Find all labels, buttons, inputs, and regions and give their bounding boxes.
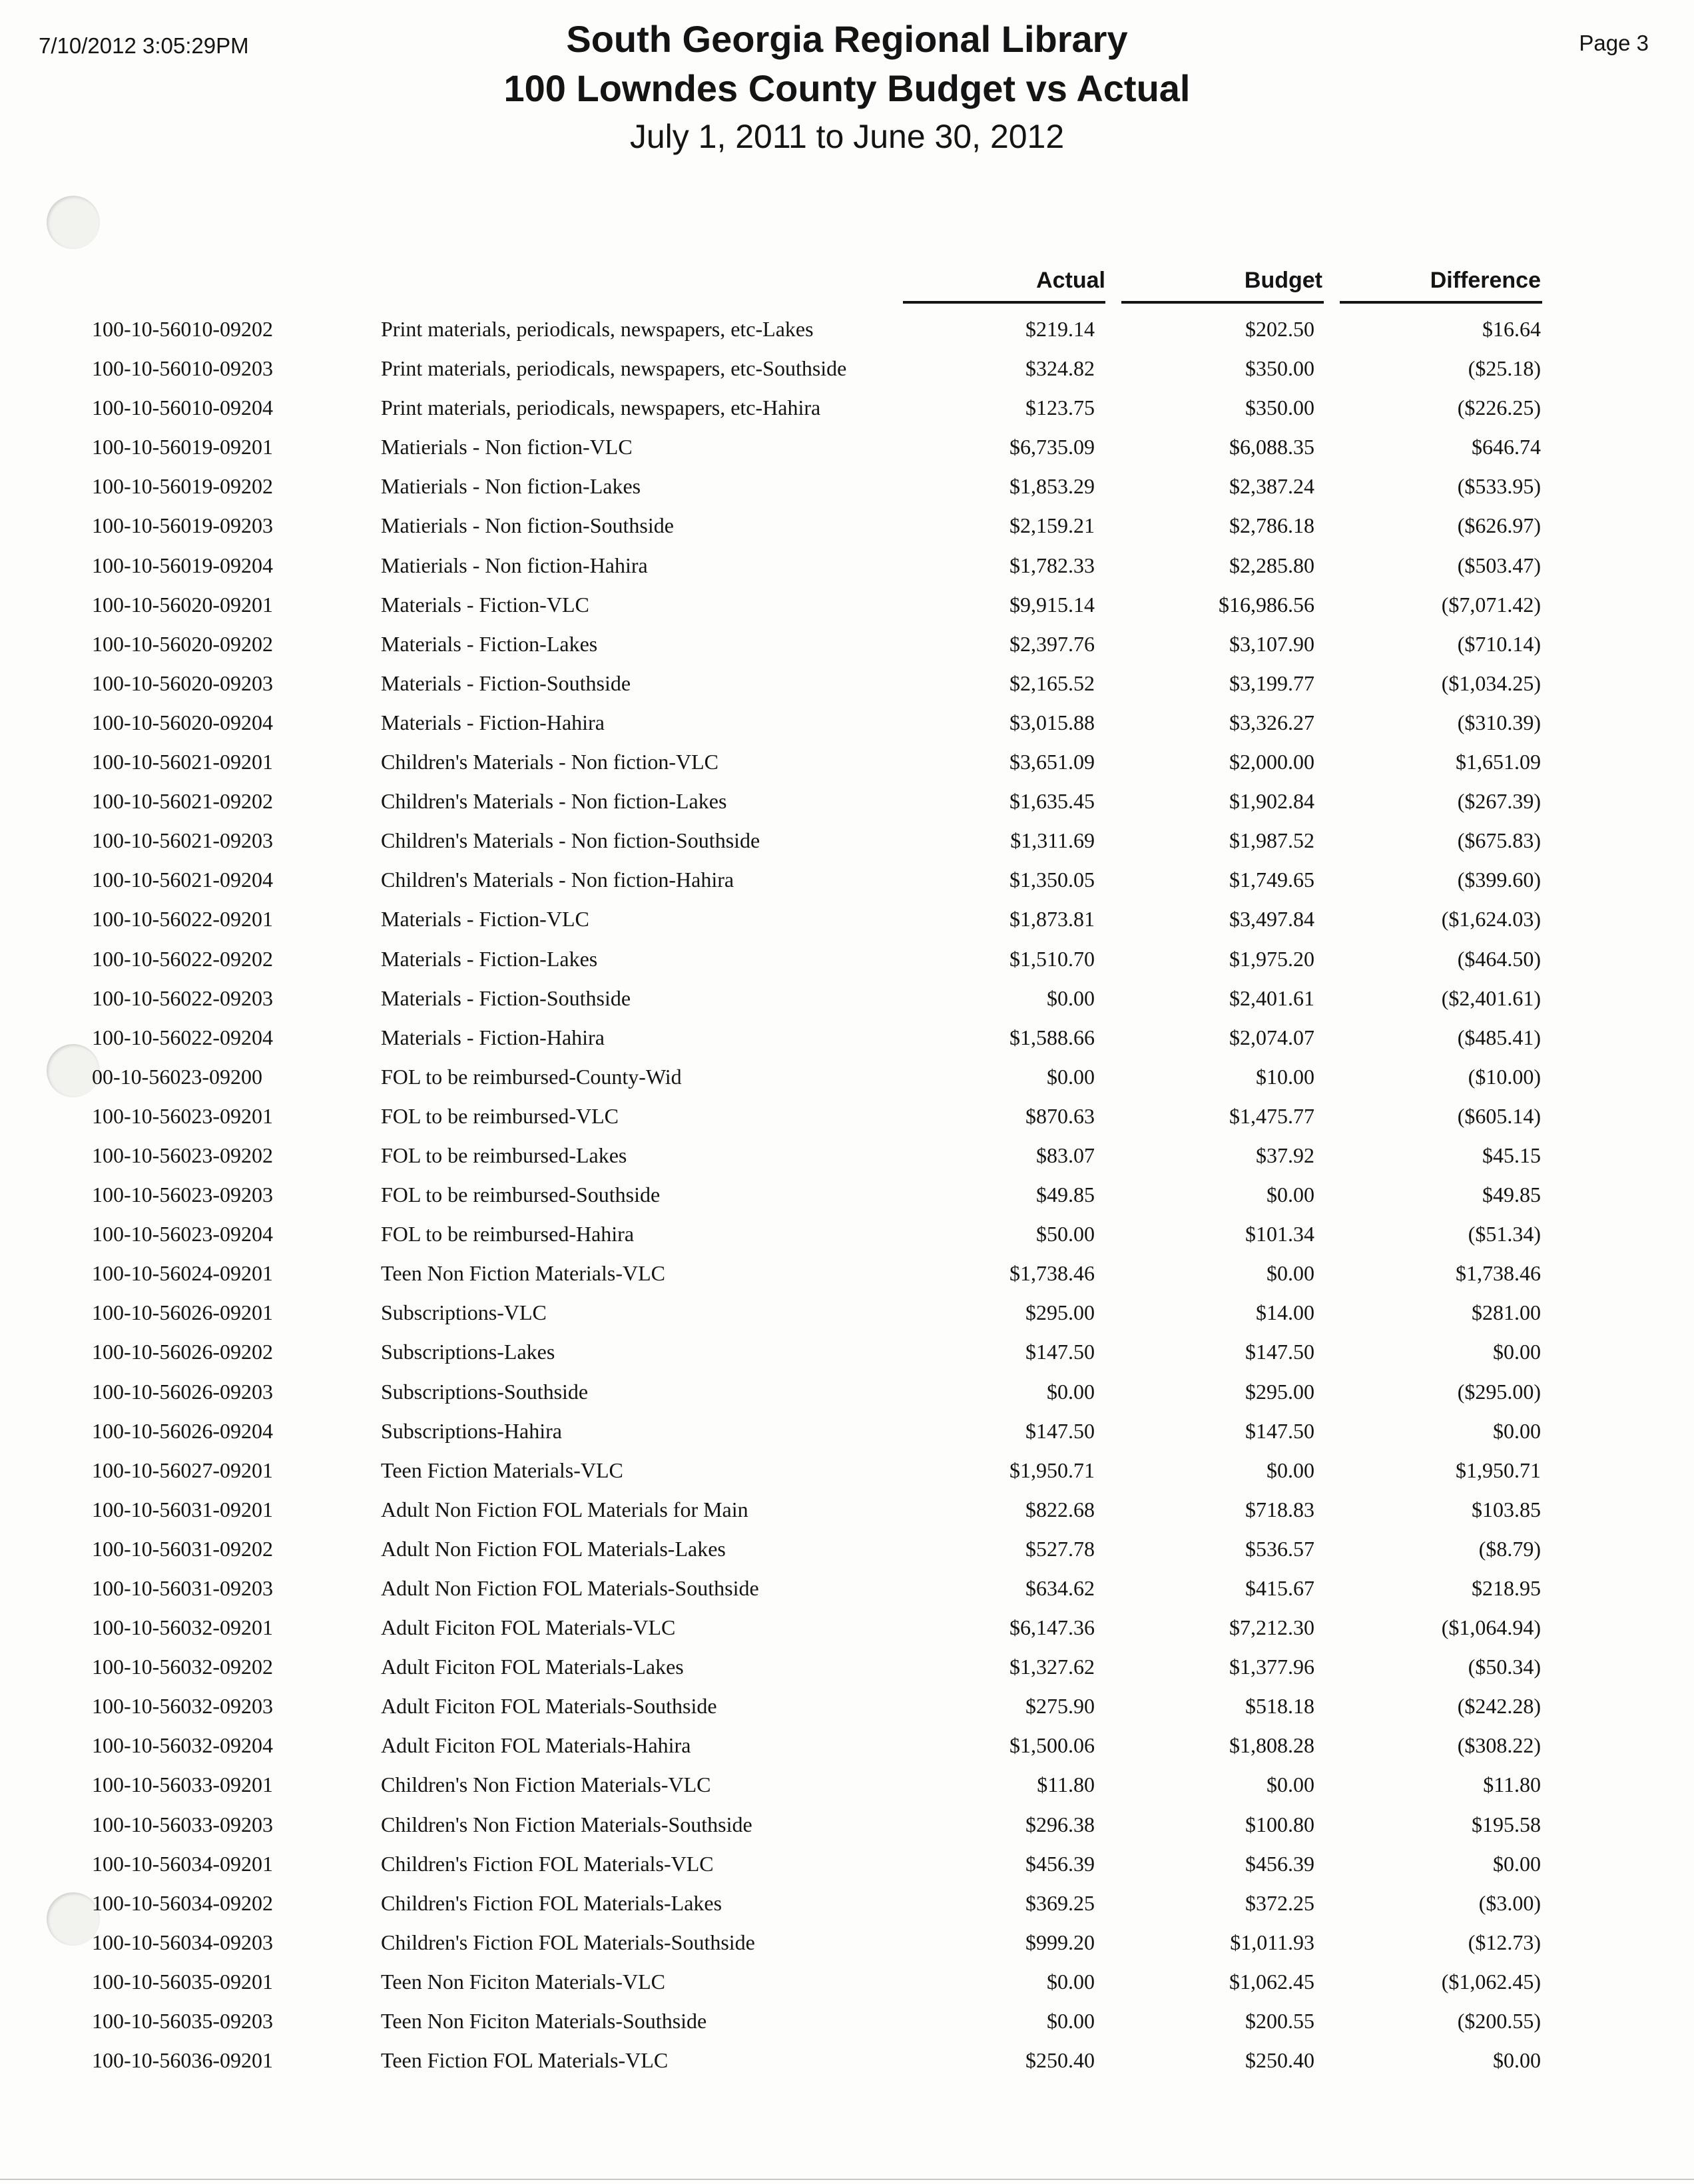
account-number: 100-10-56034-09201 <box>92 1851 273 1876</box>
difference-amount: $195.58 <box>1472 1812 1541 1836</box>
budget-amount: $2,401.61 <box>1229 985 1314 1010</box>
account-description: Subscriptions-Hahira <box>381 1418 562 1443</box>
actual-amount: $11.80 <box>1037 1773 1095 1797</box>
account-description: Adult Ficiton FOL Materials-Southside <box>381 1694 717 1719</box>
account-number: 100-10-56019-09204 <box>92 553 273 577</box>
table-row <box>0 1176 1694 1215</box>
account-number: 100-10-56034-09203 <box>92 1930 273 1954</box>
actual-amount: $456.39 <box>1025 1851 1095 1876</box>
account-number: 100-10-56022-09202 <box>92 946 273 971</box>
difference-amount: ($10.00) <box>1468 1064 1541 1089</box>
account-description: Children's Fiction FOL Materials-VLC <box>381 1851 714 1876</box>
actual-amount: $1,873.81 <box>1009 907 1095 932</box>
account-number: 100-10-56020-09202 <box>92 631 273 656</box>
difference-amount: ($1,064.94) <box>1441 1615 1541 1640</box>
budget-amount: $536.57 <box>1245 1536 1314 1561</box>
table-row <box>0 1845 1694 1884</box>
actual-amount: $1,350.05 <box>1009 868 1095 892</box>
account-description: Print materials, periodicals, newspapers, etc-Southside <box>381 356 847 381</box>
actual-amount: $2,397.76 <box>1009 631 1095 656</box>
actual-amount: $3,651.09 <box>1009 750 1095 774</box>
account-description: FOL to be reimbursed-VLC <box>381 1103 619 1128</box>
budget-amount: $456.39 <box>1245 1851 1314 1876</box>
budget-amount: $37.92 <box>1256 1143 1314 1167</box>
budget-amount: $14.00 <box>1256 1300 1314 1325</box>
account-number: 100-10-56032-09203 <box>92 1694 273 1719</box>
account-description: Matierials - Non fiction-Hahira <box>381 553 648 577</box>
report-title: 100 Lowndes County Budget vs Actual <box>503 67 1191 109</box>
account-number: 100-10-56036-09201 <box>92 2048 273 2073</box>
account-number: 100-10-56010-09204 <box>92 396 273 420</box>
difference-amount: $49.85 <box>1482 1183 1541 1207</box>
actual-amount: $2,165.52 <box>1009 671 1095 695</box>
actual-amount: $49.85 <box>1036 1183 1095 1207</box>
actual-amount: $1,950.71 <box>1009 1458 1095 1482</box>
budget-amount: $10.00 <box>1256 1064 1314 1089</box>
account-description: Adult Ficiton FOL Materials-Lakes <box>381 1655 684 1679</box>
table-row <box>0 350 1694 389</box>
report-organization: South Georgia Regional Library <box>566 18 1128 60</box>
table-row <box>0 1058 1694 1097</box>
account-number: 100-10-56023-09203 <box>92 1183 273 1207</box>
account-number: 100-10-56020-09204 <box>92 710 273 734</box>
account-number: 100-10-56021-09202 <box>92 789 273 814</box>
account-description: Print materials, periodicals, newspapers, etc-Hahira <box>381 396 821 420</box>
difference-amount: $281.00 <box>1472 1300 1541 1325</box>
difference-amount: ($533.95) <box>1457 474 1541 499</box>
account-number: 100-10-56010-09203 <box>92 356 273 381</box>
column-header-difference: Difference <box>1430 268 1541 293</box>
table-row <box>0 900 1694 940</box>
account-number: 100-10-56032-09204 <box>92 1733 273 1758</box>
table-row <box>0 822 1694 861</box>
difference-amount: $1,950.71 <box>1456 1458 1541 1482</box>
budget-amount: $518.18 <box>1245 1694 1314 1719</box>
table-row <box>0 1412 1694 1452</box>
actual-amount: $324.82 <box>1025 356 1095 381</box>
budget-amount: $1,902.84 <box>1229 789 1314 814</box>
actual-amount: $83.07 <box>1036 1143 1095 1167</box>
account-number: 100-10-56022-09204 <box>92 1025 273 1049</box>
account-number: 100-10-56035-09201 <box>92 1969 273 1994</box>
account-number: 100-10-56026-09203 <box>92 1379 273 1404</box>
actual-amount: $147.50 <box>1025 1418 1095 1443</box>
actual-amount: $1,853.29 <box>1009 474 1095 499</box>
account-number: 100-10-56021-09201 <box>92 750 273 774</box>
budget-amount: $147.50 <box>1245 1418 1314 1443</box>
actual-amount: $1,782.33 <box>1009 553 1095 577</box>
account-description: Subscriptions-Southside <box>381 1379 589 1404</box>
difference-amount: ($2,401.61) <box>1441 985 1541 1010</box>
actual-amount: $9,915.14 <box>1009 592 1095 617</box>
budget-amount: $16,986.56 <box>1219 592 1314 617</box>
budget-amount: $1,808.28 <box>1229 1733 1314 1758</box>
difference-amount: $16.64 <box>1482 317 1541 341</box>
difference-amount: ($1,624.03) <box>1441 907 1541 932</box>
budget-amount: $202.50 <box>1245 317 1314 341</box>
actual-amount: $1,311.69 <box>1010 828 1095 853</box>
difference-amount: $0.00 <box>1493 1418 1541 1443</box>
budget-amount: $200.55 <box>1245 2009 1314 2034</box>
difference-amount: ($605.14) <box>1457 1103 1541 1128</box>
budget-amount: $1,749.65 <box>1229 868 1314 892</box>
budget-amount: $350.00 <box>1245 356 1314 381</box>
difference-amount: $103.85 <box>1472 1497 1541 1521</box>
difference-amount: ($308.22) <box>1457 1733 1541 1758</box>
budget-amount: $3,326.27 <box>1229 710 1314 734</box>
account-description: Materials - Fiction-Lakes <box>381 631 598 656</box>
table-row <box>0 1963 1694 2002</box>
account-number: 100-10-56031-09201 <box>92 1497 273 1521</box>
actual-amount: $1,635.45 <box>1009 789 1095 814</box>
budget-amount: $3,107.90 <box>1229 631 1314 656</box>
account-number: 100-10-56031-09203 <box>92 1576 273 1600</box>
budget-amount: $2,387.24 <box>1229 474 1314 499</box>
print-datetime: 7/10/2012 3:05:29PM <box>39 33 249 58</box>
difference-amount: ($3.00) <box>1478 1890 1541 1915</box>
budget-amount: $1,987.52 <box>1229 828 1314 853</box>
account-description: Teen Non Ficiton Materials-VLC <box>381 1969 665 1994</box>
table-row <box>0 743 1694 782</box>
actual-amount: $0.00 <box>1047 1379 1095 1404</box>
account-description: FOL to be reimbursed-Southside <box>381 1183 661 1207</box>
account-number: 100-10-56022-09201 <box>92 907 273 932</box>
actual-amount: $1,588.66 <box>1009 1025 1095 1049</box>
account-description: Children's Materials - Non fiction-Hahira <box>381 868 734 892</box>
table-row <box>0 1333 1694 1372</box>
actual-amount: $1,738.46 <box>1009 1261 1095 1286</box>
budget-amount: $1,062.45 <box>1229 1969 1314 1994</box>
actual-amount: $296.38 <box>1025 1812 1095 1836</box>
table-row <box>0 310 1694 350</box>
column-rule-budget <box>1121 301 1324 304</box>
actual-amount: $1,510.70 <box>1009 946 1095 971</box>
budget-amount: $1,011.93 <box>1230 1930 1314 1954</box>
account-number: 100-10-56010-09202 <box>92 317 273 341</box>
actual-amount: $0.00 <box>1047 2009 1095 2034</box>
actual-amount: $0.00 <box>1047 985 1095 1010</box>
table-row <box>0 1766 1694 1805</box>
actual-amount: $6,735.09 <box>1009 435 1095 459</box>
difference-amount: ($710.14) <box>1457 631 1541 656</box>
page-bottom-edge <box>0 2179 1694 2180</box>
account-number: 100-10-56021-09203 <box>92 828 273 853</box>
budget-amount: $3,497.84 <box>1229 907 1314 932</box>
budget-amount: $350.00 <box>1245 396 1314 420</box>
table-row <box>0 467 1694 507</box>
difference-amount: ($242.28) <box>1457 1694 1541 1719</box>
table-row <box>0 704 1694 743</box>
budget-amount: $718.83 <box>1245 1497 1314 1521</box>
budget-amount: $2,074.07 <box>1229 1025 1314 1049</box>
difference-amount: $0.00 <box>1493 2048 1541 2073</box>
table-row <box>0 861 1694 900</box>
difference-amount: ($1,034.25) <box>1441 671 1541 695</box>
table-row <box>0 1215 1694 1254</box>
budget-amount: $1,975.20 <box>1229 946 1314 971</box>
account-description: Materials - Fiction-Hahira <box>381 710 605 734</box>
difference-amount: ($50.34) <box>1468 1655 1541 1679</box>
account-description: Materials - Fiction-Lakes <box>381 946 598 971</box>
table-row <box>0 1530 1694 1569</box>
punch-hole <box>47 196 100 249</box>
report-period: July 1, 2011 to June 30, 2012 <box>629 118 1065 155</box>
account-number: 100-10-56023-09202 <box>92 1143 273 1167</box>
table-row <box>0 940 1694 979</box>
budget-amount: $1,475.77 <box>1229 1103 1314 1128</box>
page-number: Page 3 <box>1579 31 1649 55</box>
account-description: Children's Non Fiction Materials-Southside <box>381 1812 752 1836</box>
table-row <box>0 586 1694 625</box>
actual-amount: $147.50 <box>1025 1340 1095 1364</box>
account-number: 100-10-56035-09203 <box>92 2009 273 2034</box>
account-description: Children's Fiction FOL Materials-Lakes <box>381 1890 722 1915</box>
difference-amount: ($7,071.42) <box>1441 592 1541 617</box>
budget-amount: $147.50 <box>1245 1340 1314 1364</box>
account-number: 100-10-56026-09202 <box>92 1340 273 1364</box>
account-description: Children's Materials - Non fiction-Southside <box>381 828 760 853</box>
table-row <box>0 389 1694 428</box>
account-number: 100-10-56020-09203 <box>92 671 273 695</box>
account-description: Materials - Fiction-Southside <box>381 985 631 1010</box>
table-row <box>0 1294 1694 1333</box>
budget-amount: $415.67 <box>1245 1576 1314 1600</box>
account-number: 100-10-56023-09201 <box>92 1103 273 1128</box>
actual-amount: $527.78 <box>1025 1536 1095 1561</box>
difference-amount: ($310.39) <box>1457 710 1541 734</box>
difference-amount: ($8.79) <box>1478 1536 1541 1561</box>
account-description: Children's Materials - Non fiction-VLC <box>381 750 718 774</box>
difference-amount: ($267.39) <box>1457 789 1541 814</box>
account-description: Print materials, periodicals, newspapers, etc-Lakes <box>381 317 814 341</box>
budget-amount: $0.00 <box>1267 1261 1314 1286</box>
difference-amount: ($51.34) <box>1468 1222 1541 1246</box>
difference-amount: ($464.50) <box>1457 946 1541 971</box>
account-number: 100-10-56031-09202 <box>92 1536 273 1561</box>
table-row <box>0 979 1694 1019</box>
actual-amount: $999.20 <box>1025 1930 1095 1954</box>
difference-amount: ($226.25) <box>1457 396 1541 420</box>
actual-amount: $275.90 <box>1025 1694 1095 1719</box>
account-description: Adult Ficiton FOL Materials-VLC <box>381 1615 676 1640</box>
table-row <box>0 1727 1694 1766</box>
table-row <box>0 1884 1694 1924</box>
account-description: Children's Non Fiction Materials-VLC <box>381 1773 711 1797</box>
budget-amount: $0.00 <box>1267 1773 1314 1797</box>
actual-amount: $295.00 <box>1025 1300 1095 1325</box>
account-description: Adult Non Fiction FOL Materials for Main <box>381 1497 748 1521</box>
account-number: 100-10-56033-09201 <box>92 1773 273 1797</box>
difference-amount: ($399.60) <box>1457 868 1541 892</box>
account-description: Teen Non Fiction Materials-VLC <box>381 1261 665 1286</box>
actual-amount: $1,327.62 <box>1009 1655 1095 1679</box>
account-number: 100-10-56019-09202 <box>92 474 273 499</box>
difference-amount: ($485.41) <box>1457 1025 1541 1049</box>
account-description: Subscriptions-Lakes <box>381 1340 555 1364</box>
budget-amount: $2,000.00 <box>1229 750 1314 774</box>
account-number: 100-10-56027-09201 <box>92 1458 273 1482</box>
table-row <box>0 1609 1694 1648</box>
account-description: Adult Non Fiction FOL Materials-Lakes <box>381 1536 726 1561</box>
actual-amount: $634.62 <box>1025 1576 1095 1600</box>
account-number: 100-10-56019-09201 <box>92 435 273 459</box>
actual-amount: $870.63 <box>1025 1103 1095 1128</box>
difference-amount: ($626.97) <box>1457 513 1541 538</box>
difference-amount: $646.74 <box>1472 435 1541 459</box>
account-description: Subscriptions-VLC <box>381 1300 547 1325</box>
column-header-actual: Actual <box>1036 268 1105 293</box>
account-description: FOL to be reimbursed-Lakes <box>381 1143 627 1167</box>
account-description: Matierials - Non fiction-Lakes <box>381 474 641 499</box>
budget-amount: $0.00 <box>1267 1458 1314 1482</box>
actual-amount: $123.75 <box>1025 396 1095 420</box>
account-number: 100-10-56023-09204 <box>92 1222 273 1246</box>
actual-amount: $369.25 <box>1025 1890 1095 1915</box>
table-row <box>0 1019 1694 1058</box>
table-row <box>0 625 1694 665</box>
table-row <box>0 1924 1694 1963</box>
account-number: 100-10-56020-09201 <box>92 592 273 617</box>
column-rule-difference <box>1340 301 1542 304</box>
budget-amount: $2,786.18 <box>1229 513 1314 538</box>
table-row <box>0 2002 1694 2042</box>
difference-amount: $1,651.09 <box>1456 750 1541 774</box>
difference-amount: $0.00 <box>1493 1340 1541 1364</box>
table-row <box>0 2042 1694 2081</box>
account-description: FOL to be reimbursed-Hahira <box>381 1222 635 1246</box>
account-number: 100-10-56034-09202 <box>92 1890 273 1915</box>
budget-amount: $100.80 <box>1245 1812 1314 1836</box>
account-number: 00-10-56023-09200 <box>92 1064 262 1089</box>
actual-amount: $219.14 <box>1025 317 1095 341</box>
account-description: Materials - Fiction-Hahira <box>381 1025 605 1049</box>
table-row <box>0 1491 1694 1530</box>
budget-amount: $2,285.80 <box>1229 553 1314 577</box>
difference-amount: $45.15 <box>1482 1143 1541 1167</box>
difference-amount: $0.00 <box>1493 1851 1541 1876</box>
account-description: Matierials - Non fiction-VLC <box>381 435 633 459</box>
budget-amount: $372.25 <box>1245 1890 1314 1915</box>
account-description: Teen Fiction Materials-VLC <box>381 1458 623 1482</box>
account-number: 100-10-56021-09204 <box>92 868 273 892</box>
table-row <box>0 1254 1694 1294</box>
actual-amount: $0.00 <box>1047 1969 1095 1994</box>
table-row <box>0 1452 1694 1491</box>
difference-amount: ($12.73) <box>1468 1930 1541 1954</box>
actual-amount: $0.00 <box>1047 1064 1095 1089</box>
actual-amount: $2,159.21 <box>1009 513 1095 538</box>
actual-amount: $822.68 <box>1025 1497 1095 1521</box>
account-number: 100-10-56026-09204 <box>92 1418 273 1443</box>
budget-amount: $0.00 <box>1267 1183 1314 1207</box>
budget-amount: $1,377.96 <box>1229 1655 1314 1679</box>
account-description: Materials - Fiction-VLC <box>381 907 589 932</box>
account-description: Adult Ficiton FOL Materials-Hahira <box>381 1733 691 1758</box>
table-row <box>0 782 1694 822</box>
difference-amount: ($675.83) <box>1457 828 1541 853</box>
table-row <box>0 1137 1694 1176</box>
account-number: 100-10-56032-09202 <box>92 1655 273 1679</box>
difference-amount: $218.95 <box>1472 1576 1541 1600</box>
account-description: FOL to be reimbursed-County-Wid <box>381 1064 682 1089</box>
table-row <box>0 1569 1694 1609</box>
column-rule-actual <box>903 301 1105 304</box>
budget-amount: $6,088.35 <box>1229 435 1314 459</box>
account-number: 100-10-56024-09201 <box>92 1261 273 1286</box>
difference-amount: $11.80 <box>1483 1773 1541 1797</box>
difference-amount: $1,738.46 <box>1456 1261 1541 1286</box>
budget-amount: $3,199.77 <box>1229 671 1314 695</box>
account-description: Children's Materials - Non fiction-Lakes <box>381 789 727 814</box>
table-row <box>0 428 1694 467</box>
account-description: Children's Fiction FOL Materials-Southside <box>381 1930 755 1954</box>
budget-amount: $295.00 <box>1245 1379 1314 1404</box>
table-row <box>0 507 1694 546</box>
budget-table <box>0 310 1694 2081</box>
actual-amount: $1,500.06 <box>1009 1733 1095 1758</box>
table-row <box>0 1806 1694 1845</box>
actual-amount: $50.00 <box>1036 1222 1095 1246</box>
budget-amount: $101.34 <box>1245 1222 1314 1246</box>
table-row <box>0 1097 1694 1137</box>
column-header-budget: Budget <box>1244 268 1322 293</box>
account-number: 100-10-56019-09203 <box>92 513 273 538</box>
difference-amount: ($503.47) <box>1457 553 1541 577</box>
account-number: 100-10-56033-09203 <box>92 1812 273 1836</box>
table-row <box>0 1373 1694 1412</box>
account-description: Teen Fiction FOL Materials-VLC <box>381 2048 669 2073</box>
account-description: Teen Non Ficiton Materials-Southside <box>381 2009 707 2034</box>
table-row <box>0 1687 1694 1727</box>
difference-amount: ($1,062.45) <box>1441 1969 1541 1994</box>
table-row <box>0 1648 1694 1687</box>
account-description: Materials - Fiction-Southside <box>381 671 631 695</box>
actual-amount: $250.40 <box>1025 2048 1095 2073</box>
budget-amount: $250.40 <box>1245 2048 1314 2073</box>
difference-amount: ($200.55) <box>1457 2009 1541 2034</box>
account-number: 100-10-56022-09203 <box>92 985 273 1010</box>
account-description: Matierials - Non fiction-Southside <box>381 513 674 538</box>
actual-amount: $3,015.88 <box>1009 710 1095 734</box>
account-number: 100-10-56032-09201 <box>92 1615 273 1640</box>
account-description: Adult Non Fiction FOL Materials-Southside <box>381 1576 759 1600</box>
table-row <box>0 547 1694 586</box>
account-number: 100-10-56026-09201 <box>92 1300 273 1325</box>
budget-amount: $7,212.30 <box>1229 1615 1314 1640</box>
table-row <box>0 665 1694 704</box>
account-description: Materials - Fiction-VLC <box>381 592 589 617</box>
difference-amount: ($295.00) <box>1457 1379 1541 1404</box>
difference-amount: ($25.18) <box>1468 356 1541 381</box>
actual-amount: $6,147.36 <box>1009 1615 1095 1640</box>
